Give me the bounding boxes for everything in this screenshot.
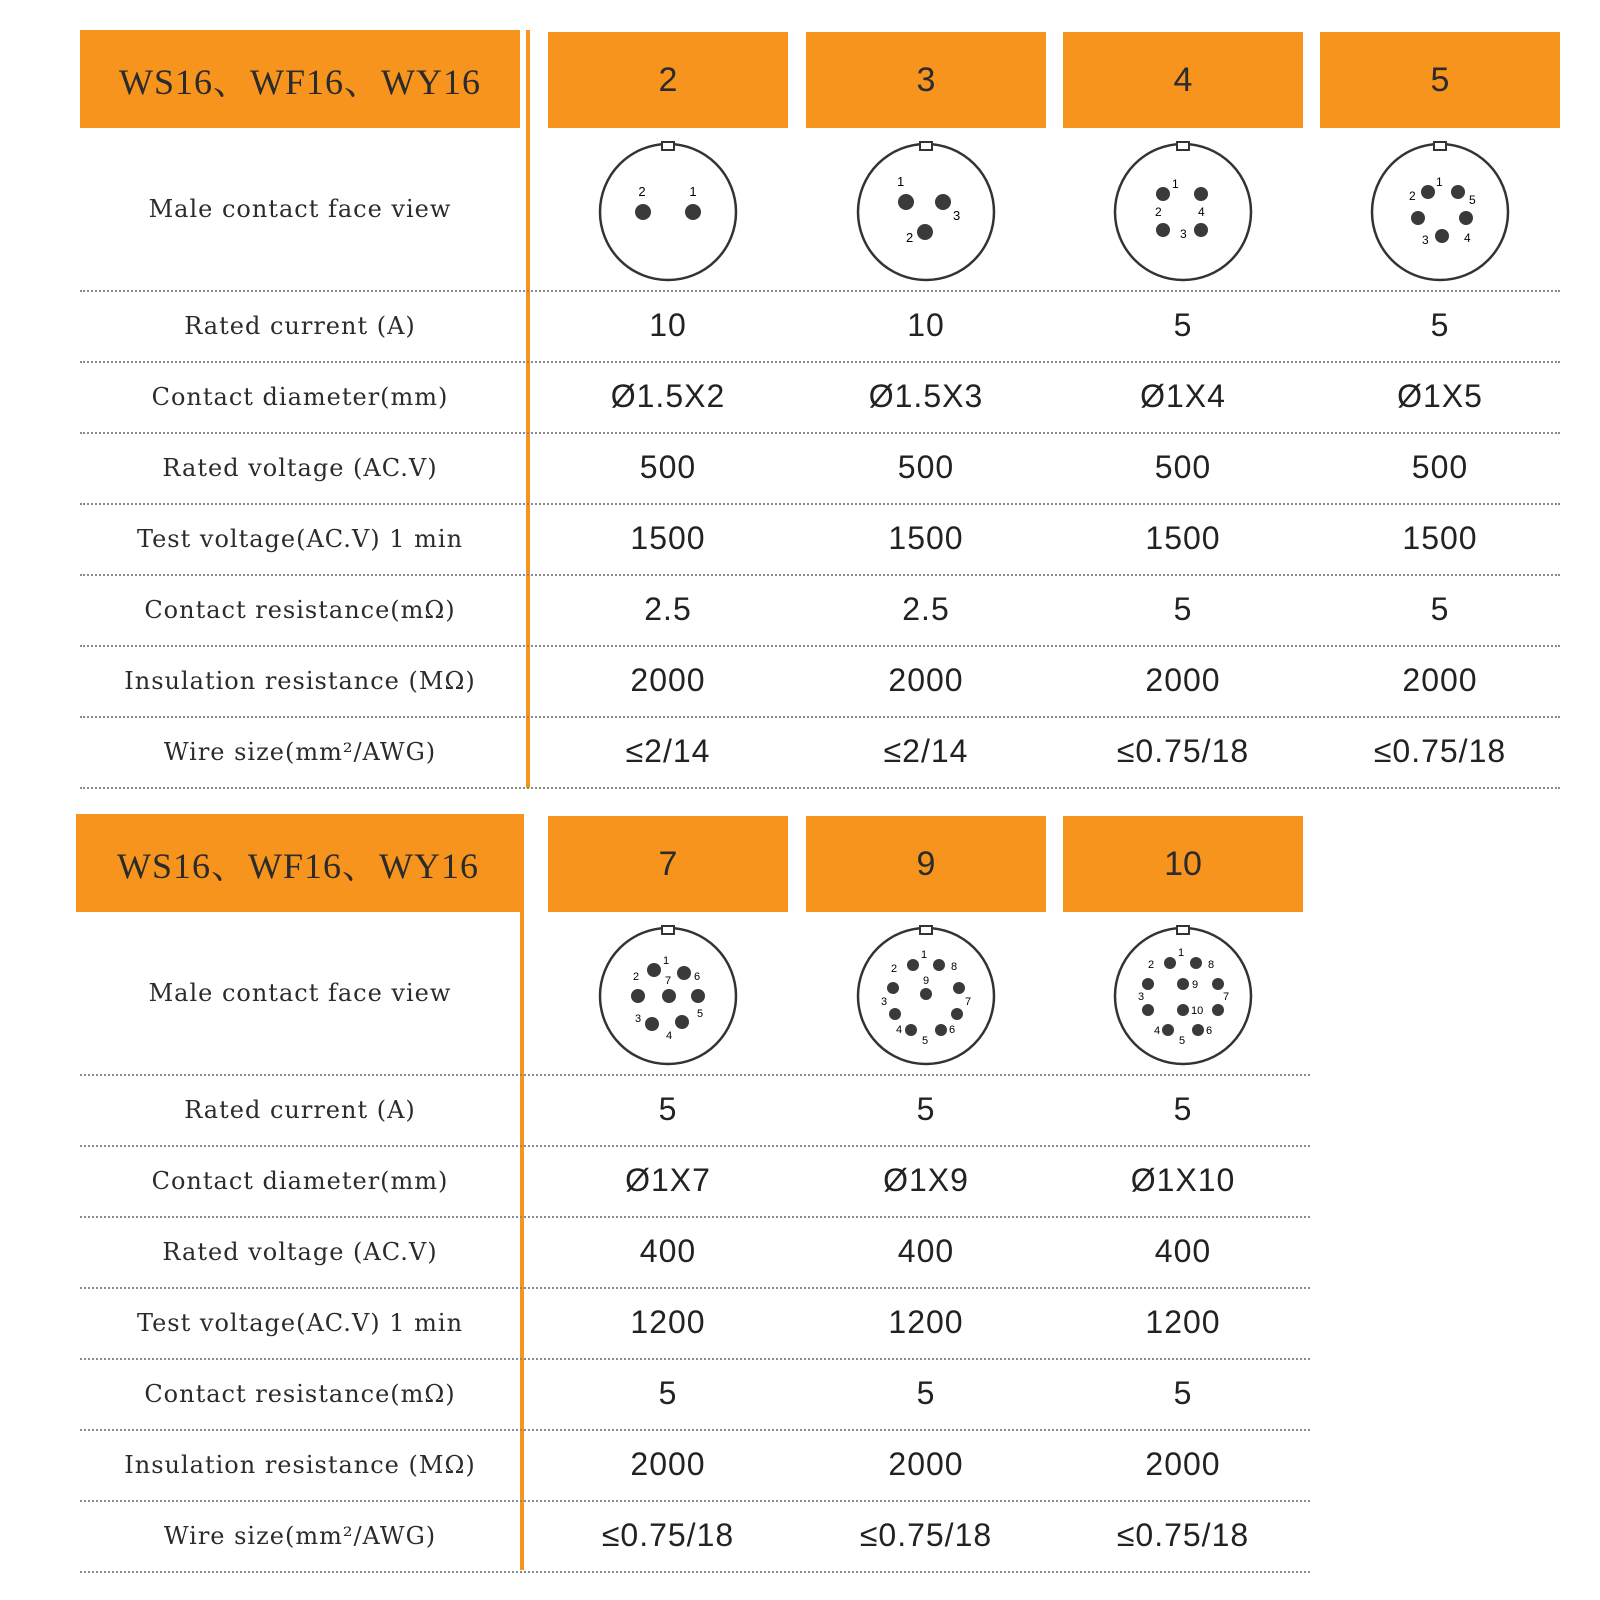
row-contact-diameter bbox=[80, 1145, 1310, 1216]
pin-count-header: 10 bbox=[1063, 816, 1303, 912]
row-label: Wire size(mm²/AWG) bbox=[163, 737, 437, 766]
contact-face-view-3-pin bbox=[806, 128, 1046, 290]
svg-text:6: 6 bbox=[694, 971, 701, 983]
row-male-contact-view bbox=[80, 128, 1560, 290]
svg-text:5: 5 bbox=[1469, 193, 1476, 207]
row-rated-voltage bbox=[80, 432, 1560, 503]
spec-value: Ø1X7 bbox=[625, 1162, 711, 1198]
svg-text:1: 1 bbox=[1178, 947, 1185, 959]
svg-text:3: 3 bbox=[635, 1013, 642, 1025]
svg-text:9: 9 bbox=[923, 975, 930, 987]
row-label: Rated current (A) bbox=[184, 1095, 416, 1124]
svg-text:1: 1 bbox=[689, 184, 697, 199]
table-header-series bbox=[76, 814, 520, 912]
svg-text:8: 8 bbox=[1208, 959, 1215, 971]
row-label: Rated voltage (AC.V) bbox=[162, 453, 438, 482]
spec-value: 500 bbox=[639, 449, 697, 485]
row-label: Contact resistance(mΩ) bbox=[144, 595, 456, 624]
row-label: Insulation resistance (MΩ) bbox=[124, 666, 476, 695]
row-male-contact-view bbox=[80, 912, 1310, 1074]
svg-text:3: 3 bbox=[953, 208, 961, 223]
contact-face-view-10-pin bbox=[1063, 912, 1303, 1074]
spec-value: 5 bbox=[658, 1375, 678, 1411]
spec-value: 1200 bbox=[1145, 1304, 1221, 1340]
spec-value: Ø1.5X3 bbox=[868, 378, 984, 414]
row-label: Wire size(mm²/AWG) bbox=[163, 1521, 437, 1550]
svg-text:7: 7 bbox=[965, 996, 972, 1008]
svg-text:2: 2 bbox=[1409, 189, 1416, 203]
spec-value: 500 bbox=[1411, 449, 1469, 485]
spec-value: 5 bbox=[658, 1091, 678, 1127]
spec-value: 500 bbox=[1154, 449, 1212, 485]
spec-value: 5 bbox=[1430, 307, 1450, 343]
row-label: Insulation resistance (MΩ) bbox=[124, 1450, 476, 1479]
row-label: Test voltage(AC.V) 1 min bbox=[136, 524, 464, 553]
row-divider bbox=[80, 1571, 1310, 1573]
svg-text:5: 5 bbox=[697, 1008, 704, 1020]
spec-value: 5 bbox=[1173, 1091, 1193, 1127]
spec-value: 2000 bbox=[888, 1446, 964, 1482]
svg-text:7: 7 bbox=[665, 975, 672, 987]
spec-value: 5 bbox=[1430, 591, 1450, 627]
contact-face-view-7-pin bbox=[548, 912, 788, 1074]
svg-text:5: 5 bbox=[922, 1035, 929, 1047]
row-divider bbox=[80, 787, 1560, 789]
spec-value: 5 bbox=[1173, 1375, 1193, 1411]
contact-face-view-4-pin bbox=[1063, 128, 1303, 290]
svg-text:2: 2 bbox=[638, 184, 646, 199]
pin-count-header: 9 bbox=[806, 816, 1046, 912]
spec-value: Ø1X10 bbox=[1130, 1162, 1236, 1198]
row-label: Contact diameter(mm) bbox=[151, 1166, 449, 1195]
spec-value: 5 bbox=[1173, 591, 1193, 627]
spec-value: 2000 bbox=[1145, 1446, 1221, 1482]
row-contact-diameter bbox=[80, 361, 1560, 432]
row-label: Contact diameter(mm) bbox=[151, 382, 449, 411]
svg-text:8: 8 bbox=[951, 961, 958, 973]
svg-text:1: 1 bbox=[1436, 175, 1443, 189]
spec-value: 400 bbox=[1154, 1233, 1212, 1269]
spec-value: 5 bbox=[916, 1375, 936, 1411]
svg-text:4: 4 bbox=[896, 1024, 903, 1036]
spec-value: 2000 bbox=[1145, 662, 1221, 698]
spec-value: 10 bbox=[649, 307, 687, 343]
spec-value: ≤0.75/18 bbox=[601, 1517, 735, 1553]
row-insulation-resistance bbox=[80, 1429, 1310, 1500]
svg-text:4: 4 bbox=[1154, 1025, 1161, 1037]
spec-value: 2.5 bbox=[902, 591, 950, 627]
spec-value: ≤0.75/18 bbox=[1116, 733, 1250, 769]
svg-text:3: 3 bbox=[1422, 233, 1429, 247]
spec-value: 1500 bbox=[630, 520, 706, 556]
spec-value: Ø1X4 bbox=[1140, 378, 1226, 414]
contact-face-view-5-pin bbox=[1320, 128, 1560, 290]
svg-text:4: 4 bbox=[666, 1030, 673, 1042]
svg-text:6: 6 bbox=[1206, 1025, 1213, 1037]
row-label: Rated voltage (AC.V) bbox=[162, 1237, 438, 1266]
pin-count-header: 4 bbox=[1063, 32, 1303, 128]
row-contact-resistance bbox=[80, 1358, 1310, 1429]
svg-text:7: 7 bbox=[1223, 991, 1230, 1003]
pin-count-header: 3 bbox=[806, 32, 1046, 128]
svg-text:3: 3 bbox=[881, 996, 888, 1008]
series-title: WS16、WF16、WY16 bbox=[119, 61, 481, 102]
spec-value: 1500 bbox=[888, 520, 964, 556]
spec-value: ≤2/14 bbox=[625, 733, 711, 769]
row-rated-voltage bbox=[80, 1216, 1310, 1287]
spec-value: 2000 bbox=[630, 1446, 706, 1482]
pin-count-header: 5 bbox=[1320, 32, 1560, 128]
spec-value: 400 bbox=[639, 1233, 697, 1269]
pin-count-header: 7 bbox=[548, 816, 788, 912]
spec-value: 5 bbox=[1173, 307, 1193, 343]
row-label: Contact resistance(mΩ) bbox=[144, 1379, 456, 1408]
spec-value: 1200 bbox=[630, 1304, 706, 1340]
series-title: WS16、WF16、WY16 bbox=[117, 845, 479, 886]
spec-value: Ø1X9 bbox=[883, 1162, 969, 1198]
spec-value: 500 bbox=[897, 449, 955, 485]
contact-face-view-9-pin bbox=[806, 912, 1046, 1074]
table-header-series bbox=[80, 30, 520, 128]
svg-text:2: 2 bbox=[891, 963, 898, 975]
pin-count-header: 2 bbox=[548, 32, 788, 128]
spec-value: 1500 bbox=[1402, 520, 1478, 556]
spec-value: 400 bbox=[897, 1233, 955, 1269]
svg-text:5: 5 bbox=[1179, 1035, 1186, 1047]
row-label: Male contact face view bbox=[148, 195, 452, 223]
row-test-voltage bbox=[80, 503, 1560, 574]
row-wire-size bbox=[80, 1500, 1310, 1571]
row-contact-resistance bbox=[80, 574, 1560, 645]
row-label: Rated current (A) bbox=[184, 311, 416, 340]
spec-value: ≤0.75/18 bbox=[1116, 1517, 1250, 1553]
spec-value: Ø1.5X2 bbox=[610, 378, 726, 414]
spec-value: ≤0.75/18 bbox=[859, 1517, 993, 1553]
contact-face-view-2-pin bbox=[548, 128, 788, 290]
svg-text:6: 6 bbox=[949, 1024, 956, 1036]
svg-text:3: 3 bbox=[1180, 227, 1187, 241]
svg-text:1: 1 bbox=[1172, 177, 1179, 191]
spec-value: 10 bbox=[907, 307, 945, 343]
row-label: Male contact face view bbox=[148, 979, 452, 1007]
svg-text:3: 3 bbox=[1138, 991, 1145, 1003]
svg-text:2: 2 bbox=[633, 971, 640, 983]
spec-value: 2.5 bbox=[644, 591, 692, 627]
svg-text:9: 9 bbox=[1192, 979, 1199, 991]
svg-text:2: 2 bbox=[906, 230, 914, 245]
row-label: Test voltage(AC.V) 1 min bbox=[136, 1308, 464, 1337]
svg-text:1: 1 bbox=[897, 174, 905, 189]
row-insulation-resistance bbox=[80, 645, 1560, 716]
svg-text:10: 10 bbox=[1191, 1005, 1204, 1017]
spec-value: 1500 bbox=[1145, 520, 1221, 556]
spec-value: 2000 bbox=[630, 662, 706, 698]
spec-value: 5 bbox=[916, 1091, 936, 1127]
svg-text:1: 1 bbox=[663, 955, 670, 967]
row-rated-current bbox=[80, 290, 1560, 361]
spec-value: 2000 bbox=[1402, 662, 1478, 698]
spec-value: ≤0.75/18 bbox=[1373, 733, 1507, 769]
row-test-voltage bbox=[80, 1287, 1310, 1358]
svg-text:2: 2 bbox=[1148, 959, 1155, 971]
svg-text:4: 4 bbox=[1198, 205, 1205, 219]
spec-value: Ø1X5 bbox=[1397, 378, 1483, 414]
row-wire-size bbox=[80, 716, 1560, 787]
row-rated-current bbox=[80, 1074, 1310, 1145]
svg-text:4: 4 bbox=[1464, 231, 1471, 245]
spec-value: 1200 bbox=[888, 1304, 964, 1340]
spec-value: 2000 bbox=[888, 662, 964, 698]
svg-text:1: 1 bbox=[921, 949, 928, 961]
svg-text:2: 2 bbox=[1155, 205, 1162, 219]
spec-value: ≤2/14 bbox=[883, 733, 969, 769]
